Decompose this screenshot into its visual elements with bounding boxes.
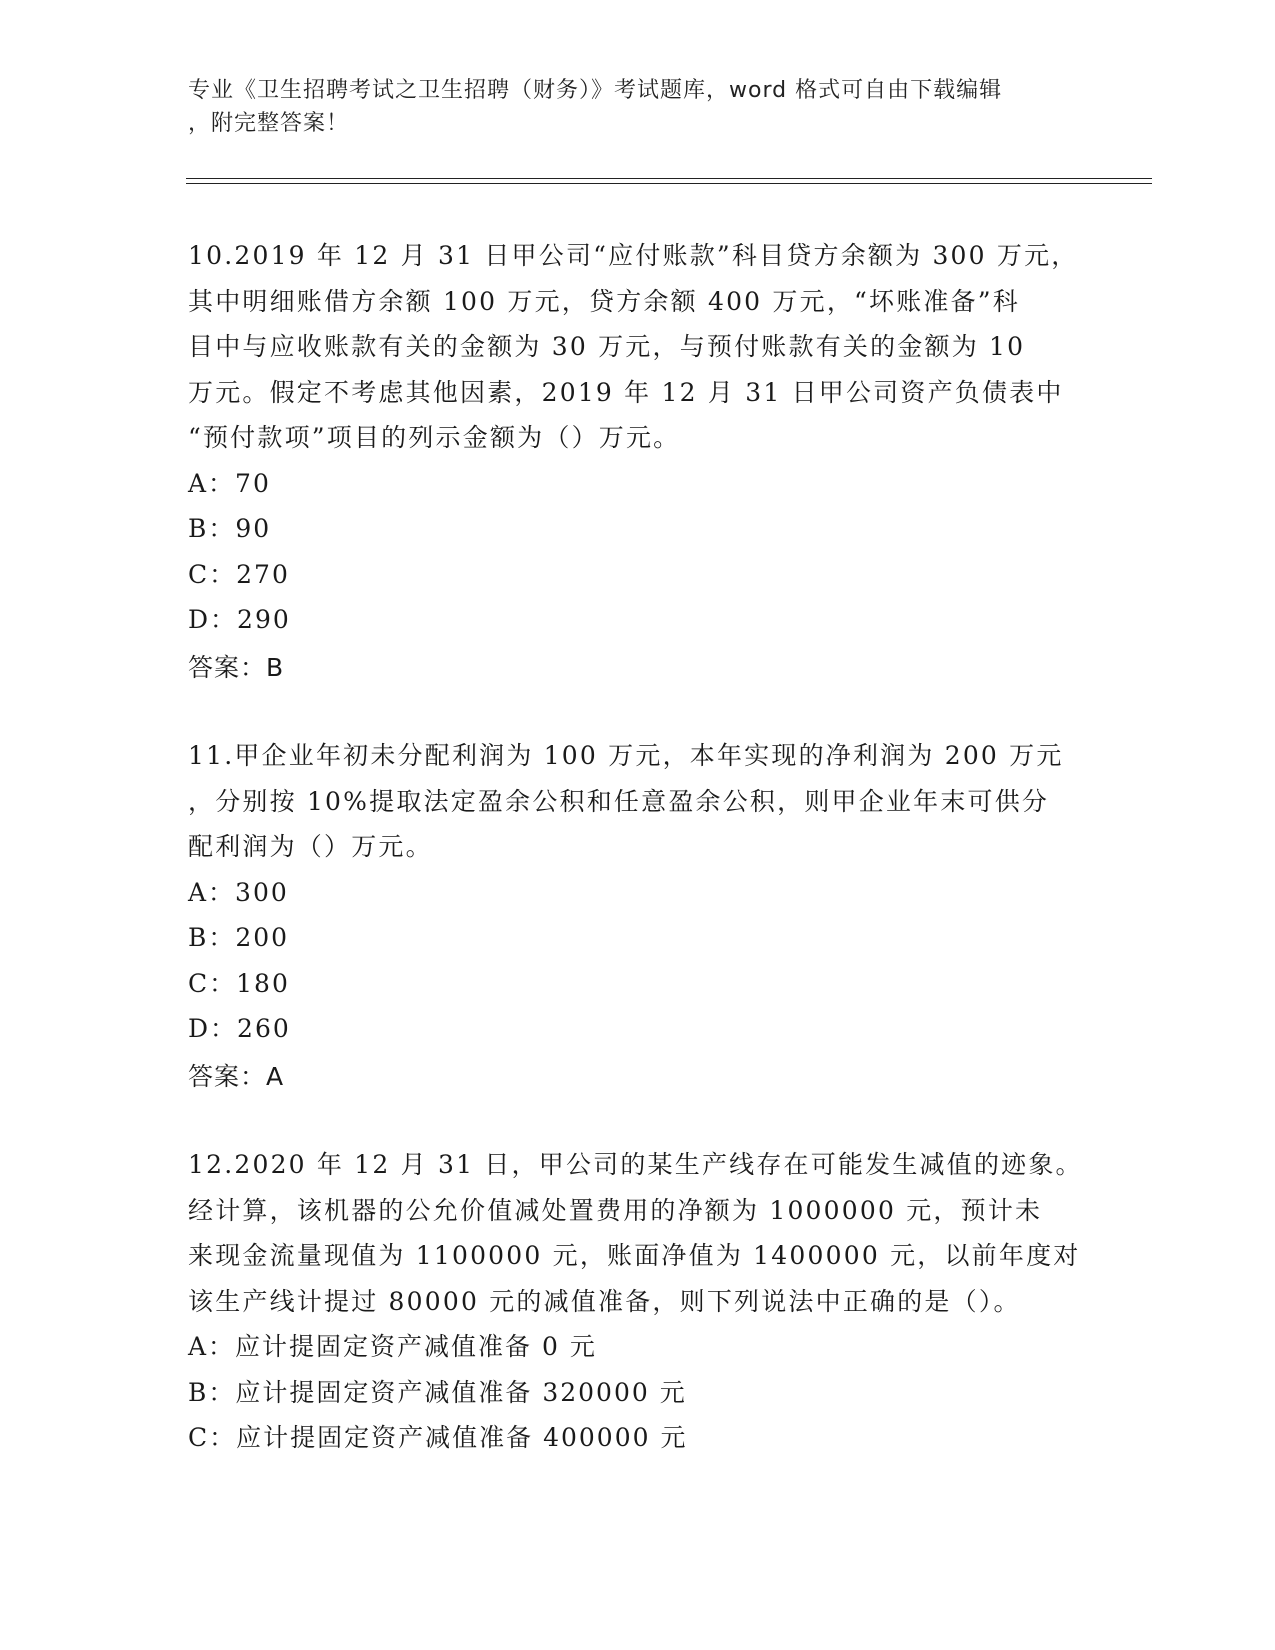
question-12 <box>188 1142 1088 1461</box>
answer-line: 答案：A <box>188 1061 285 1091</box>
option-d: D：260 <box>188 1014 291 1043</box>
header-divider-top <box>186 178 1152 179</box>
header-line-2: ，附完整答案！ <box>188 111 350 136</box>
option-a: A：70 <box>188 468 271 498</box>
question-stem-line: 万元。假定不考虑其他因素，2019 年 12 月 31 日甲公司资产负债表中 <box>188 377 1064 407</box>
option-a: A：应计提固定资产减值准备 0 元 <box>188 1332 597 1361</box>
question-10 <box>188 233 1088 690</box>
option-b: B：200 <box>188 923 290 952</box>
question-stem-line: 11.甲企业年初未分配利润为 100 万元，本年实现的净利润为 200 万元 <box>188 741 1064 770</box>
option-a: A：300 <box>188 877 289 907</box>
option-b: B：90 <box>188 514 272 543</box>
question-stem-line: 经计算，该机器的公允价值减处置费用的净额为 1000000 元，预计未 <box>188 1195 1043 1225</box>
question-stem-line: ，分别按 10%提取法定盈余公积和任意盈余公积，则甲企业年末可供分 <box>188 786 1050 816</box>
header-line-1: 专业《卫生招聘考试之卫生招聘（财务）》考试题库，word 格式可自由下载编辑 <box>188 78 1003 103</box>
question-stem-line: 10.2019 年 12 月 31 日甲公司“应付账款”科目贷方余额为 300 万元， <box>188 241 1079 270</box>
option-d: D：290 <box>188 605 291 634</box>
option-b: B：应计提固定资产减值准备 320000 元 <box>188 1377 687 1407</box>
question-stem-line: 12.2020 年 12 月 31 日，甲公司的某生产线存在可能发生减值的迹象。 <box>188 1150 1083 1179</box>
question-11 <box>188 733 1088 1099</box>
option-c: C：180 <box>188 968 290 998</box>
option-c: C：应计提固定资产减值准备 400000 元 <box>188 1423 688 1452</box>
question-stem-line: 该生产线计提过 80000 元的减值准备，则下列说法中正确的是（）。 <box>188 1286 1021 1316</box>
question-stem-line: 目中与应收账款有关的金额为 30 万元，与预付账款有关的金额为 10 <box>188 332 1026 361</box>
document-header <box>188 74 1068 140</box>
question-stem-line: 来现金流量现值为 1100000 元，账面净值为 1400000 元，以前年度对 <box>188 1241 1081 1270</box>
question-stem-line: 其中明细账借方余额 100 万元，贷方余额 400 万元，“坏账准备”科 <box>188 286 1020 316</box>
header-divider-bottom <box>186 183 1152 184</box>
question-stem-line: 配利润为（）万元。 <box>188 832 433 861</box>
answer-line: 答案：B <box>188 652 285 682</box>
question-stem-line: “预付款项”项目的列示金额为（）万元。 <box>188 423 681 452</box>
option-c: C：270 <box>188 559 290 589</box>
